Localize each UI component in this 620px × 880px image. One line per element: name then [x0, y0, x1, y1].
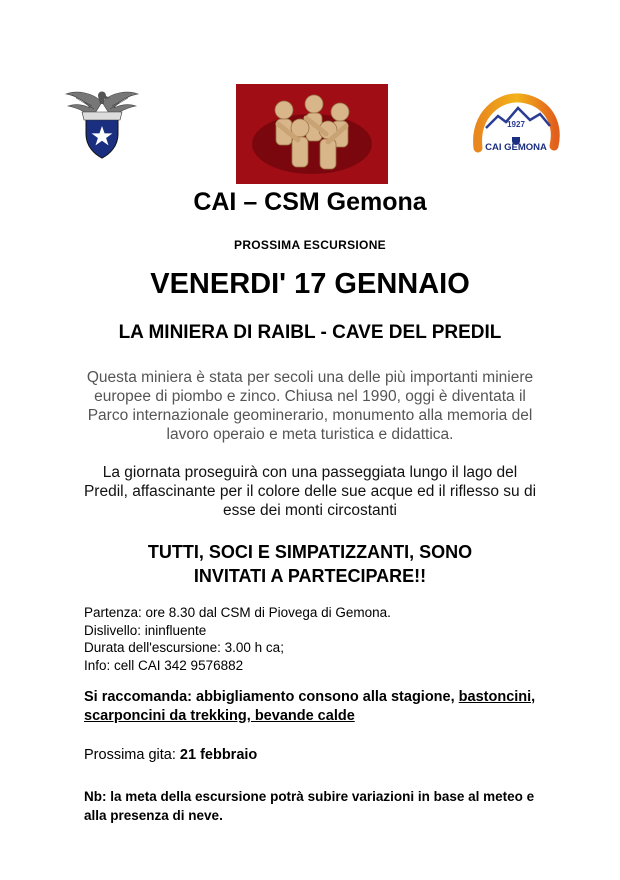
info-line: Info: cell CAI 342 9576882	[84, 657, 244, 673]
next-trip	[84, 747, 257, 763]
cai-gemona-logo-icon	[470, 92, 562, 164]
next-trip-date: 21 febbraio	[179, 747, 258, 763]
walk-paragraph: La giornata proseguirà con una passeggiata lungo il lago del Predil, affascinante per il colore delle sue acque ed il riflesso su di esse dei monti circostanti	[83, 464, 537, 519]
recommendation	[84, 688, 544, 726]
invitation-line-2: INVITATI A PARTECIPARE!!	[193, 566, 427, 586]
elevation-line: Dislivello: ininfluente	[84, 622, 207, 638]
subtitle: PROSSIMA ESCURSIONE	[234, 238, 386, 252]
trip-details	[84, 604, 391, 674]
recommendation-prefix: Si raccomanda: abbigliamento consono alla stagione,	[84, 689, 459, 705]
invitation-line-1: TUTTI, SOCI E SIMPATIZZANTI, SONO	[147, 542, 473, 562]
organization-title: CAI – CSM Gemona	[193, 188, 427, 216]
small-shield-icon	[512, 132, 520, 140]
next-trip-label: Prossima gita:	[84, 747, 180, 763]
destination-title: LA MINIERA DI RAIBL - CAVE DEL PREDIL	[118, 322, 502, 343]
event-date: VENERDI' 17 GENNAIO	[150, 268, 470, 300]
wooden-mannequins-huddle-photo	[236, 84, 388, 184]
logo-year: 1927	[507, 120, 525, 129]
description-paragraph: Questa miniera è stata per secoli una delle più importanti miniere europee di piombo e zinco. Chiusa nel 1990, oggi è diventata il Parco internazionale geominerario, monumento alla memoria del lavoro operaio e meta turistica e didattica.	[86, 369, 534, 443]
cai-eagle-star-logo-icon	[64, 82, 140, 162]
recommendation-items: bastoncini, scarponcini da trekking, bevande calde	[84, 689, 536, 724]
duration-line: Durata dell'escursione: 3.00 h ca;	[84, 640, 284, 655]
departure-line: Partenza: ore 8.30 dal CSM di Piovega di Gemona.	[84, 605, 391, 620]
note: Nb: la meta della escursione potrà subire variazioni in base al meteo e alla presenza di neve.	[84, 789, 535, 823]
logo-text: CAI GEMONA	[485, 142, 547, 153]
invitation-block	[60, 540, 560, 588]
